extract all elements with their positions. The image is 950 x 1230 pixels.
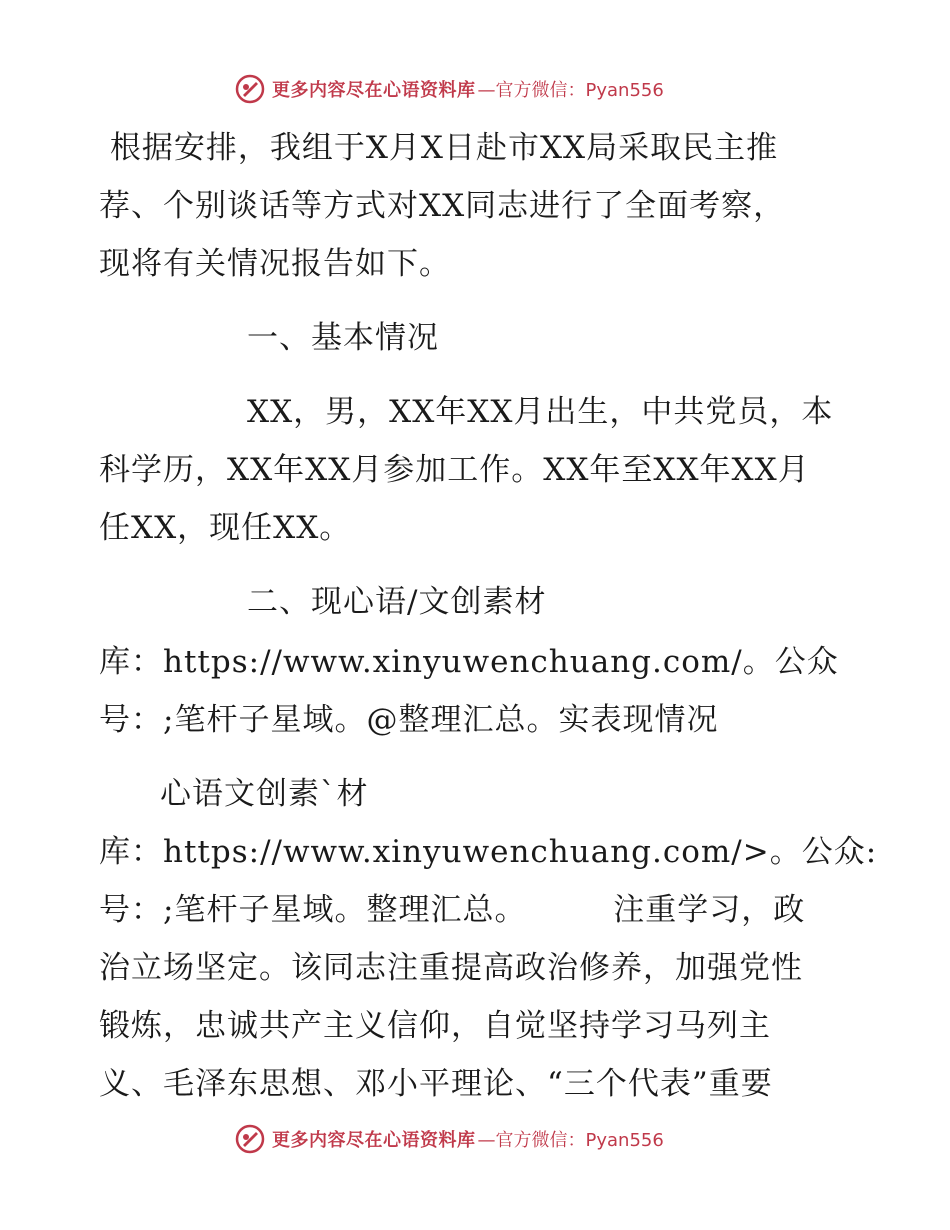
text-line: 号：;笔杆子星域。@整理汇总。实表现情况: [99, 702, 719, 738]
banner-wechat: —官方微信：Pyan556: [477, 80, 664, 101]
logo-icon: [234, 73, 266, 105]
text-line: 科学历，XX年XX月参加工作。XX年至XX年XX月: [99, 452, 810, 488]
banner-text: 更多内容尽在心语资料库: [272, 80, 476, 101]
text-line: 心语文创素`材: [160, 776, 369, 812]
text-line: 治立场坚定。该同志注重提高政治修养，加强党性: [99, 950, 803, 986]
banner-wechat: —官方微信：Pyan556: [477, 1130, 664, 1151]
text-line: 义、毛泽东思想、邓小平理论、“三个代表”重要: [99, 1066, 773, 1102]
section-heading: 二、现心语/文创素材: [247, 584, 547, 620]
header-watermark-banner: [234, 71, 664, 107]
text-line: 库：https://www.xinyuwenchuang.com/>。公众:: [99, 834, 878, 870]
text-line: XX，男，XX年XX月出生，中共党员，本: [247, 394, 834, 430]
text-line: 号：;笔杆子星域。整理汇总。 注重学习，政: [99, 892, 806, 928]
text-line: 根据安排，我组于X月X日赴市XX局采取民主推: [99, 130, 779, 166]
text-line: 锻炼，忠诚共产主义信仰，自觉坚持学习马列主: [99, 1008, 771, 1044]
text-line: 现将有关情况报告如下。: [99, 246, 451, 282]
banner-text: 更多内容尽在心语资料库: [272, 1130, 476, 1151]
section-heading: 一、基本情况: [247, 320, 439, 356]
text-line: 库：https://www.xinyuwenchuang.com/。公众: [99, 644, 839, 680]
text-line: 任XX，现任XX。: [99, 510, 352, 546]
footer-watermark-banner: [234, 1121, 664, 1157]
text-line: 荐、个别谈话等方式对XX同志进行了全面考察，: [99, 188, 786, 224]
logo-icon: [234, 1123, 266, 1155]
